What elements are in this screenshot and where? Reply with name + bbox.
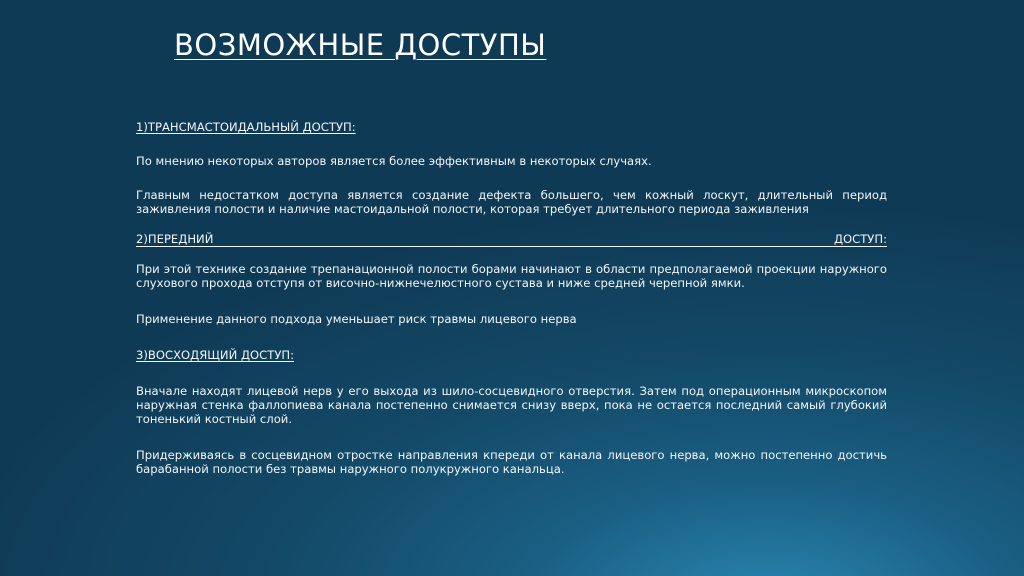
section-heading-anterior [136, 233, 887, 247]
section2-paragraph-1: При этой технике создание трепанационной полости борами начинают в области предполагаемой проекции наружного слухового прохода отступя от височно-нижнечелюстного сустава и ниже средней черепной ямки. [136, 262, 887, 290]
section1-paragraph-1: По мнению некоторых авторов является более эффективным в некоторых случаях. [136, 154, 652, 168]
slide-content [136, 120, 887, 476]
section3-paragraph-1: Вначале находят лицевой нерв у его выхода из шило-сосцевидного отверстия. Затем под операционным микроскопом наружная стенка фаллопиева канала постепенно снимается снизу вверх, пока не остается последний самый глубокий тоненький костный слой. [136, 384, 887, 426]
section-heading-transmastoid: 1)ТРАНСМАСТОИДАЛЬНЫЙ ДОСТУП: [136, 120, 356, 134]
section1-paragraph-2: Главным недостатком доступа является создание дефекта большего, чем кожный лоскут, длительный период заживления полости и наличие мастоидальной полости, которая требует длительного периода заживления [136, 188, 887, 216]
section-heading-anterior-left: 2)ПЕРЕДНИЙ [136, 232, 214, 246]
section-heading-ascending: 3)ВОСХОДЯЩИЙ ДОСТУП: [136, 348, 295, 362]
section2-paragraph-2: Применение данного подхода уменьшает риск травмы лицевого нерва [136, 312, 577, 326]
section-heading-anterior-right: ДОСТУП: [833, 232, 887, 246]
section3-paragraph-2: Придерживаясь в сосцевидном отростке направления кпереди от канала лицевого нерва, можно постепенно достичь барабанной полости без травмы наружного полукружного канальца. [136, 448, 887, 476]
slide-title: ВОЗМОЖНЫЕ ДОСТУПЫ [174, 28, 547, 62]
